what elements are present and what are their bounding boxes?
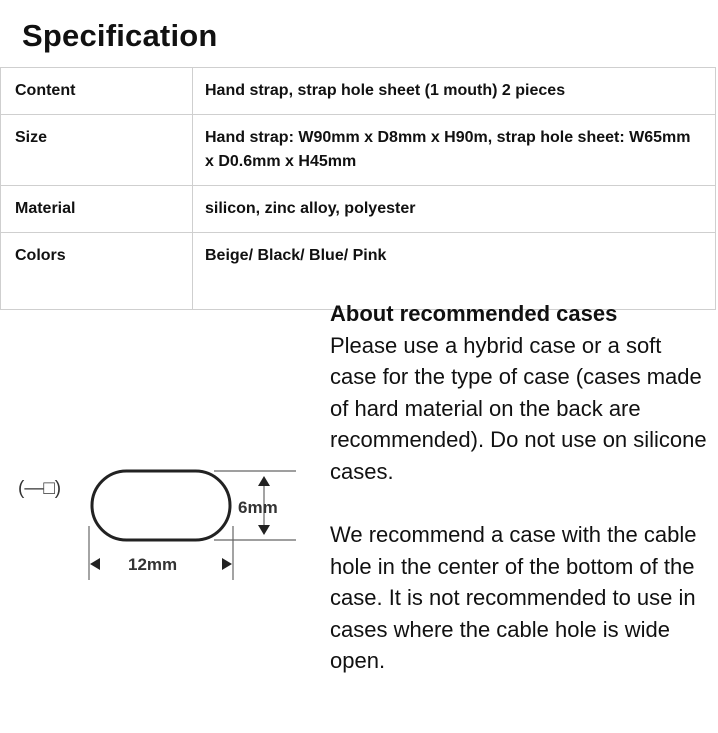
arrow-down-icon — [258, 525, 270, 535]
spec-label: Material — [1, 186, 193, 233]
spec-value: Beige/ Black/ Blue/ Pink — [193, 233, 716, 310]
table-row — [1, 115, 716, 186]
oblong-hole-shape — [92, 471, 230, 540]
strap-hole-diagram-svg — [14, 460, 304, 590]
section-heading: About recommended cases — [330, 301, 618, 326]
paragraph-cable-hole: We recommend a case with the cable hole in the center of the bottom of the case. It is not recommended to use in cases where the cable hole is wide open. — [330, 522, 697, 673]
arrow-right-icon — [222, 558, 232, 570]
width-label: 12mm — [128, 555, 178, 574]
spec-value: Hand strap, strap hole sheet (1 mouth) 2 pieces — [193, 68, 716, 115]
spec-table — [0, 67, 716, 310]
page-title: Specification — [22, 18, 218, 53]
height-label: 6mm — [238, 498, 278, 517]
spec-label: Content — [1, 68, 193, 115]
paren-label: (—□) — [18, 478, 62, 499]
spec-value: silicon, zinc alloy, polyester — [193, 186, 716, 233]
strap-hole-diagram — [14, 460, 304, 590]
arrow-up-icon — [258, 476, 270, 486]
spec-value: Hand strap: W90mm x D8mm x H90m, strap hole sheet: W65mm x D0.6mm x H45mm — [193, 115, 716, 186]
spec-label: Size — [1, 115, 193, 186]
arrow-left-icon — [90, 558, 100, 570]
table-row — [1, 68, 716, 115]
paragraph-hybrid-case: Please use a hybrid case or a soft case for the type of case (cases made of hard material on the back are recommended). Do not use on silicone cases. — [330, 332, 707, 484]
spec-label: Colors — [1, 233, 193, 310]
recommended-cases-section — [330, 298, 710, 677]
table-row — [1, 186, 716, 233]
